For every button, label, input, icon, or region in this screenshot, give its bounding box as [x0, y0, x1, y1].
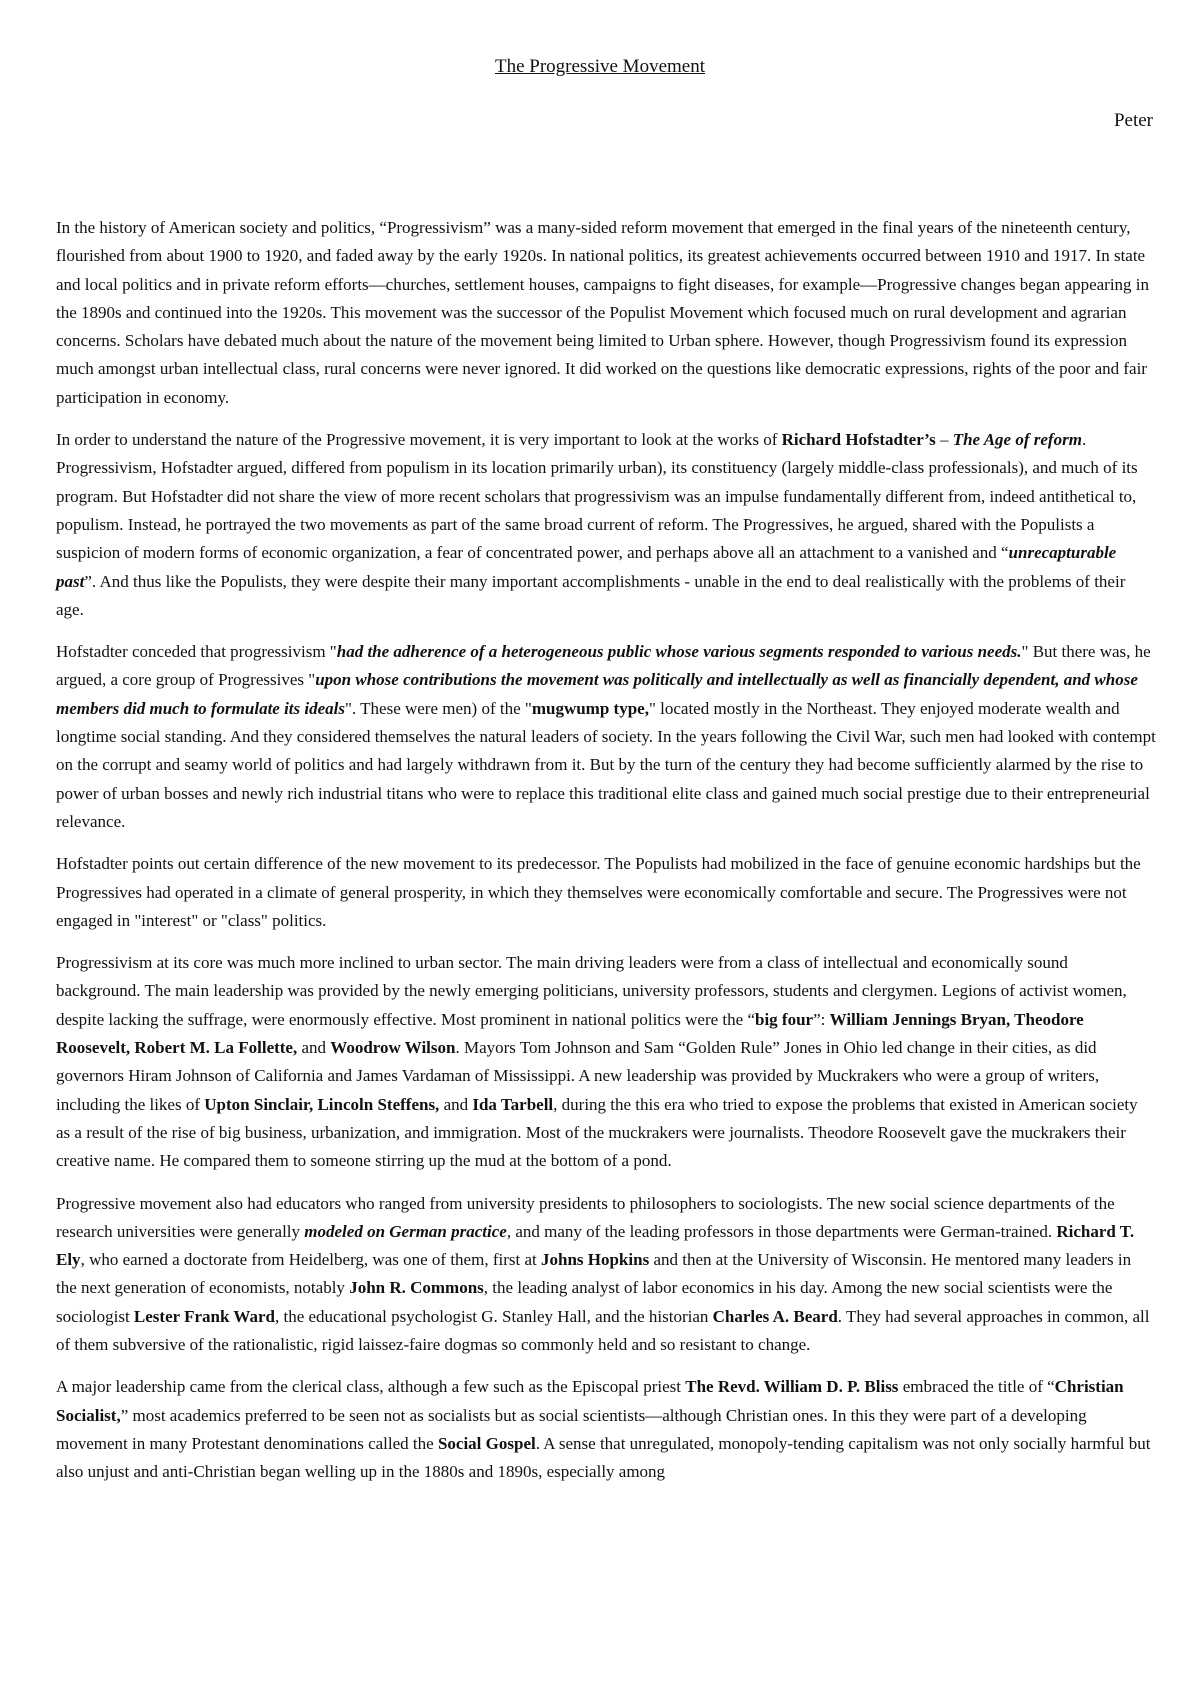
paragraph-text: Hofstadter conceded that progressivism " [56, 642, 337, 662]
paragraph-text: – [935, 430, 953, 450]
paragraph-text: ” most academics preferred to be seen not as socialists but as social scientists—although Christian ones. In this they were part of a developing movement in many Protestant denominations called the [56, 1405, 1087, 1453]
emphasis-text: Johns Hopkins [540, 1250, 650, 1270]
emphasis-text: Charles A. Beard [712, 1306, 838, 1326]
body-paragraph [56, 850, 1156, 935]
paragraph-text: and [439, 1094, 473, 1114]
paragraph-text: " located mostly in the Northeast. They enjoyed moderate wealth and longtime social standing. And they considered themselves the natural leaders of society. In the years following the Civil War, such men had looked with contempt on the corrupt and seamy world of politics and had largely withdrawn from it. But by the turn of the century they had become sufficiently alarmed by the rise to power of urban bosses and newly rich industrial titans who were to replace this traditional elite class and gained much social prestige due to their entrepreneurial relevance. [56, 698, 1156, 831]
paragraph-text: embraced the title of “ [898, 1377, 1055, 1397]
body-paragraph [56, 426, 1156, 624]
body-paragraph [56, 1373, 1156, 1486]
paragraph-text: and then at the University of Wisconsin. He mentored many leaders in the next generation of economists, notably [56, 1250, 1132, 1298]
paragraph-text: . Mayors Tom Johnson and Sam “Golden Rule” Jones in Ohio led change in their cities, as did governors Hiram Johnson of California and James Vardaman of Mississippi. A new leadership was provided by Muckrakers who were a group of writers, including the likes of [56, 1038, 1100, 1114]
paragraph-text: Progressive movement also had educators who ranged from university presidents to philosophers to sociologists. The new social science departments of the research universities were generally [56, 1193, 1115, 1241]
body-paragraph [56, 1190, 1156, 1360]
paragraph-text: , the educational psychologist G. Stanley Hall, and the historian [274, 1306, 713, 1326]
paragraph-text: , and many of the leading professors in those departments were German-trained. [506, 1221, 1057, 1241]
paragraph-text: A major leadership came from the clerical class, although a few such as the Episcopal priest [56, 1377, 686, 1397]
emphasis-text: modeled on German practice [304, 1221, 507, 1241]
paragraph-text: and [297, 1038, 331, 1058]
emphasis-text: Lester Frank Ward [133, 1306, 275, 1326]
emphasis-text: upon whose contributions the movement was politically and intellectually as well as financially dependent, and whose members did much to formulate its ideals [56, 670, 1138, 718]
paragraph-text: Hofstadter points out certain difference of the new movement to its predecessor. The Populists had mobilized in the face of genuine economic hardships but the Progressives had operated in a climate of general prosperity, in which they themselves were economically comfortable and secure. The Progressives were not engaged in "interest" or "class" politics. [56, 854, 1141, 930]
emphasis-text: The Revd. William D. P. Bliss [685, 1377, 899, 1397]
emphasis-text: Richard T. Ely [56, 1221, 1135, 1270]
paragraph-text: ”: [813, 1009, 830, 1029]
paragraph-text: Progressivism at its core was much more inclined to urban sector. The main driving leaders were from a class of intellectual and economically sound background. The main leadership was provided by the newly emerging politicians, university professors, students and clergymen. Legions of activist women, despite lacking the suffrage, were enormously effective. Most prominent in national politics were the “ [56, 953, 1127, 1029]
emphasis-text: William Jennings Bryan, Theodore Roosevelt, Robert M. La Follette, [56, 1009, 1084, 1058]
emphasis-text: The Age of reform [952, 430, 1082, 450]
document-body [56, 214, 1156, 1500]
paragraph-text: In order to understand the nature of the Progressive movement, it is very important to look at the works of [56, 430, 782, 450]
paragraph-text: , during the this era who tried to expose the problems that existed in American society as a result of the rise of big business, urbanization, and immigration. Most of the muckrakers were journalists. Theodore Roosevelt gave the muckrakers their creative name. He compared them to someone stirring up the mud at the bottom of a pond. [56, 1094, 1138, 1171]
paragraph-text: . A sense that unregulated, monopoly-tending capitalism was not only socially harmful but also unjust and anti-Christian began welling up in the 1880s and 1890s, especially among [56, 1433, 1151, 1482]
document-author: Peter [1113, 110, 1153, 131]
emphasis-text: had the adherence of a heterogeneous public whose various segments responded to various needs. [336, 642, 1022, 662]
document-title: The Progressive Movement [494, 56, 705, 77]
emphasis-text: unrecapturable past [56, 543, 1117, 591]
paragraph-text: ”. And thus like the Populists, they were despite their many important accomplishments - unable in the end to deal realistically with the problems of their age. [56, 571, 1126, 619]
body-paragraph [56, 638, 1156, 836]
emphasis-text: Woodrow Wilson [330, 1038, 456, 1058]
paragraph-text: ". These were men) of the " [345, 698, 532, 718]
emphasis-text: Richard Hofstadter’s [781, 430, 936, 450]
paragraph-text: . Progressivism, Hofstadter argued, differed from populism in its location primarily urban), its constituency (largely middle-class professionals), and much of its program. But Hofstadter did not share the view of more recent scholars that progressivism was an impulse fundamentally different from, indeed antithetical to, populism. Instead, he portrayed the two movements as part of the same broad current of reform. The Progressives, he argued, shared with the Populists a suspicion of modern forms of economic organization, a fear of concentrated power, and perhaps above all an attachment to a vanished and “ [56, 430, 1138, 563]
body-paragraph [56, 949, 1156, 1175]
paragraph-text: , who earned a doctorate from Heidelberg, was one of them, first at [80, 1250, 541, 1270]
paragraph-text: , the leading analyst of labor economics in his day. Among the new social scientists were the sociologist [56, 1278, 1113, 1326]
emphasis-text: John R. Commons [349, 1278, 484, 1298]
body-paragraph [56, 214, 1156, 412]
emphasis-text: Social Gospel [437, 1433, 536, 1453]
emphasis-text: big four [755, 1009, 814, 1029]
emphasis-text: Upton Sinclair, Lincoln Steffens, [204, 1094, 440, 1114]
paragraph-text: In the history of American society and politics, “Progressivism” was a many-sided reform movement that emerged in the final years of the nineteenth century, flourished from about 1900 to 1920, and faded away by the early 1920s. In national politics, its greatest achievements occurred between 1910 and 1917. In state and local politics and in private reform efforts—churches, settlement houses, campaigns to fight diseases, for example—Progressive changes began appearing in the 1890s and continued into the 1920s. This movement was the successor of the Populist Movement which focused much on rural development and agrarian concerns. Scholars have debated much about the nature of the movement being limited to Urban sphere. However, though Progressivism found its expression much amongst urban intellectual class, rural concerns were never ignored. It did worked on the questions like democratic expressions, rights of the poor and fair participation in economy. [56, 218, 1150, 407]
paragraph-text: " But there was, he argued, a core group of Progressives " [56, 642, 1151, 690]
emphasis-text: Christian Socialist, [56, 1377, 1124, 1425]
paragraph-text: . They had several approaches in common, all of them subversive of the rationalistic, rigid laissez-faire dogmas so commonly held and so resistant to change. [56, 1306, 1150, 1354]
emphasis-text: mugwump type, [531, 698, 649, 718]
emphasis-text: Ida Tarbell [472, 1094, 554, 1114]
